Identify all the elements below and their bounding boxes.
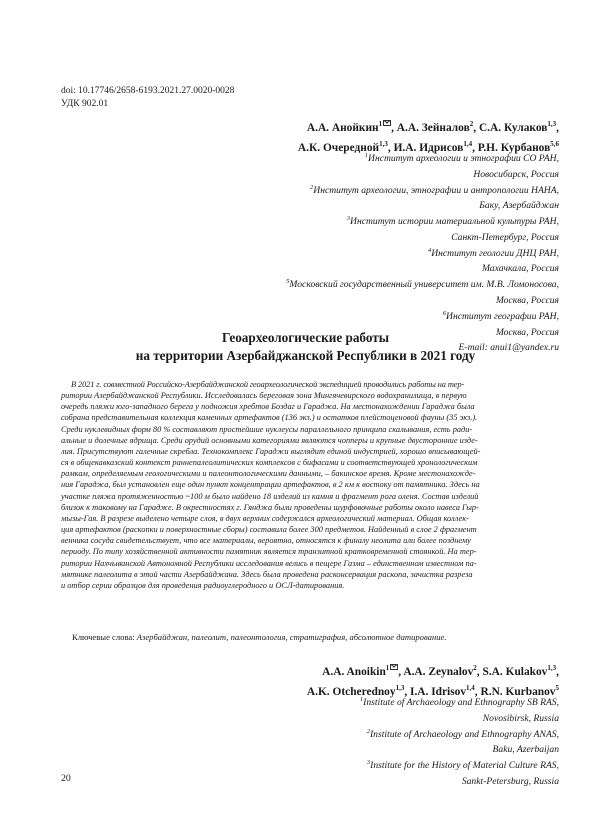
keywords <box>72 632 446 642</box>
affiliation-sup: 1 <box>364 152 369 159</box>
author-sup: 1,3 <box>547 120 557 128</box>
affiliation-text: Sankt-Petersburg, Russia <box>461 776 559 788</box>
doi-line: doi: 10.17746/2658-6193.2021.27.0020-0028 <box>61 86 235 96</box>
author-name: , I.A. Idrisov <box>404 685 467 698</box>
author-name: , С.А. Кулаков <box>473 121 548 134</box>
affiliation-text: Novosibirsk, Russia <box>482 712 559 724</box>
udk-code: УДК 902.01 <box>61 99 109 109</box>
affiliation-text: Институт истории материальной культуры РАН, <box>350 216 559 228</box>
author-name: A.K. Otcherednoy <box>306 685 396 698</box>
author-sup: 1,3 <box>547 664 557 672</box>
author-sup: 2 <box>469 120 474 128</box>
author-name: А.А. Анойкин <box>306 121 379 134</box>
title-line-2: на территории Азербайджанской Республики в 2021 году <box>135 348 476 363</box>
affiliation-sup: 2 <box>366 727 370 735</box>
author-sup: 1,3 <box>379 139 388 148</box>
affiliation-line <box>360 741 559 757</box>
affiliation-text: Institute of Archaeology and Ethnography ANAS, <box>369 728 559 740</box>
affiliation-text: Institute of Archaeology and Ethnography SB RAS, <box>363 697 559 709</box>
affiliations-ru <box>286 150 559 355</box>
abstract <box>61 379 551 591</box>
affiliation-line <box>360 773 559 789</box>
affiliation-line <box>360 694 559 710</box>
affiliation-text: Санкт-Петербург, Россия <box>451 232 559 244</box>
affiliation-sup: 1 <box>359 696 364 703</box>
affiliation-text: Новосибирск, Россия <box>473 168 559 180</box>
affiliation-line <box>286 213 559 229</box>
affiliation-text: Institute for the History of Material Culture RAS, <box>370 760 559 772</box>
affiliation-text: Махачкала, Россия <box>481 263 559 275</box>
affiliation-sup: 2 <box>310 183 314 191</box>
author-sup: 5,6 <box>550 139 559 148</box>
affiliation-line <box>286 308 559 324</box>
abstract-line: ния Гараджа, был установлен еще один пункт концентрации артефактов, в 2 км к востоку от памятника. Здесь на <box>61 480 480 490</box>
affiliation-line <box>360 757 559 773</box>
abstract-line: участке пляжа протяженностью ~100 м было найдено 18 изделий из камня и фрагмент рога оленя. Состав изделий <box>61 491 479 501</box>
page-number: 20 <box>61 773 71 784</box>
affiliation-line <box>286 292 559 308</box>
affiliation-text: Baku, Azerbaijan <box>492 744 559 756</box>
abstract-line: и отбор серии образцов для проведения радиоуглеродного и ОСЛ-датирования. <box>61 580 345 590</box>
author-name: , И.А. Идрисов <box>387 141 464 154</box>
author-sep: , <box>556 665 559 678</box>
affiliation-line <box>286 229 559 245</box>
affiliation-line <box>360 726 559 742</box>
affiliation-text: Москва, Россия <box>495 295 559 307</box>
affiliation-line <box>286 150 559 166</box>
abstract-line: лия. Присутствуют галечные скребла. Технокомплекс Гараджи выглядит единой индустрией, хорошо вписывающей- <box>61 446 481 456</box>
authors-en-line-1 <box>307 660 559 680</box>
affiliation-line <box>286 197 559 213</box>
keywords-value: Азербайджан, палеолит, палеонтология, стратиграфия, абсолютное датирование. <box>136 632 447 642</box>
affiliation-line <box>286 182 559 198</box>
abstract-line: мятнике палеолита в этой части Азербайджана. Здесь была проведена расконсервация раскопа, зачистка разреза <box>61 569 473 579</box>
author-name: , Р.Н. Курбанов <box>472 141 551 154</box>
author-name: , A.A. Zeynalov <box>398 665 474 678</box>
envelope-icon <box>390 664 398 670</box>
abstract-line: венчика сосуда свидетельствует, что все материалы, вероятно, относятся к финалу неолита или более позднему <box>61 536 471 546</box>
abstract-line: ритории Азербайджанской Республики. Исследовалась береговая зона Мингячевирского водохранилища, в первую <box>61 391 467 401</box>
abstract-line: ритории Нахчыванской Автономной Республики исследования велись в пещере Газма – единственном известном па- <box>61 558 477 568</box>
abstract-line: близок к таковому на Гарадже. В окрестностях г. Гянджа были проведены шурфовочные работы около навеса Гыр- <box>61 502 479 512</box>
abstract-line: ция артефактов (раскопки и поверхностные сборы) составила более 300 предметов. Найденный в слое 2 фрагмент <box>61 525 477 535</box>
author-sup: 1,3 <box>395 683 405 692</box>
affiliation-text: Москва, Россия <box>495 326 559 338</box>
author-sup: 1 <box>378 120 383 128</box>
title-line-1: Геоархеологические работы <box>221 330 390 345</box>
keywords-label: Ключевые слова: <box>72 632 137 642</box>
author-name: , R.N. Kurbanov <box>474 685 556 698</box>
affiliation-line <box>360 710 559 726</box>
abstract-line: мызы-Гая. В разрезе выделено четыре слоя, в двух верхних содержался археологический материал. Общая коллек- <box>61 513 469 523</box>
affiliation-sup: 3 <box>366 759 371 767</box>
affiliation-line <box>286 166 559 182</box>
abstract-line: периоду. По типу хозяйственной активности памятник является транзитной кратковременной стоянкой. На тер- <box>61 547 477 557</box>
affiliation-sup: 5 <box>286 278 290 286</box>
affiliation-text: Институт географии РАН, <box>446 311 559 322</box>
affiliation-line <box>286 276 559 292</box>
affiliation-sup: 6 <box>442 309 447 317</box>
affiliation-line <box>286 245 559 261</box>
abstract-line: очередь пляжи юго-западного берега у подножия хребтов Боздаг и Гараджа. На местонахождении Гараджа была <box>61 402 475 412</box>
article-title <box>0 326 611 365</box>
affiliation-text: Институт археологии и этнографии СО РАН, <box>368 153 559 165</box>
affiliation-text: Институт геологии ДНЦ РАН, <box>431 247 559 259</box>
author-sup: 1,4 <box>463 139 473 148</box>
author-name: A.A. Anoikin <box>322 665 386 678</box>
author-name: , А.А. Зейналов <box>391 121 470 134</box>
affiliation-text: Баку, Азербайджан <box>479 200 559 212</box>
author-name: , S.A. Kulakov <box>476 665 548 678</box>
affiliations-en <box>360 694 559 789</box>
affiliation-text: Институт археологии, этнографии и антропологии НАНА, <box>313 184 559 196</box>
abstract-line: альные и долечные ядрища. Среди орудий основными категориями являются чопперы и крупные двусторонние изде- <box>61 435 478 445</box>
envelope-icon <box>383 120 391 126</box>
affiliation-line <box>286 260 559 276</box>
abstract-line: Среди нуклевидных форм 80 % составляют простейшие нуклеусы параллельного принципа скалывания, есть ради- <box>61 424 473 434</box>
author-sup: 1,4 <box>466 683 475 692</box>
abstract-line: В 2021 г. совместной Российско-Азербайджанской геоархеологической экспедицией проводились работы на тер- <box>71 380 465 389</box>
author-name: А.К. Очередной <box>297 141 380 154</box>
affiliation-sup: 3 <box>346 215 351 223</box>
author-sup: 5 <box>555 683 559 692</box>
abstract-line: рамкам, определяемым геологическими и палеонтологическими данными, – бакинское время. Кроме местонахожде- <box>61 469 476 479</box>
author-sep: , <box>556 121 559 134</box>
abstract-line: собрана представительная коллекция каменных артефактов (136 экз.) и остатков плейстоценовой фауны (35 экз.). <box>61 413 478 423</box>
abstract-line: ся в общекавказский контекст раннепалеолитических комплексов с бифасами и соответствующей хронологическим <box>61 458 478 468</box>
affiliation-text: Московский государственный университет им. М.В. Ломоносова, <box>289 279 559 291</box>
author-sup: 1 <box>385 664 390 672</box>
author-sup: 2 <box>473 664 477 672</box>
authors-ru-line-1 <box>298 116 559 136</box>
affiliation-sup: 4 <box>427 246 432 254</box>
affiliation-text: E-mail: anui1@yandex.ru <box>458 342 559 354</box>
